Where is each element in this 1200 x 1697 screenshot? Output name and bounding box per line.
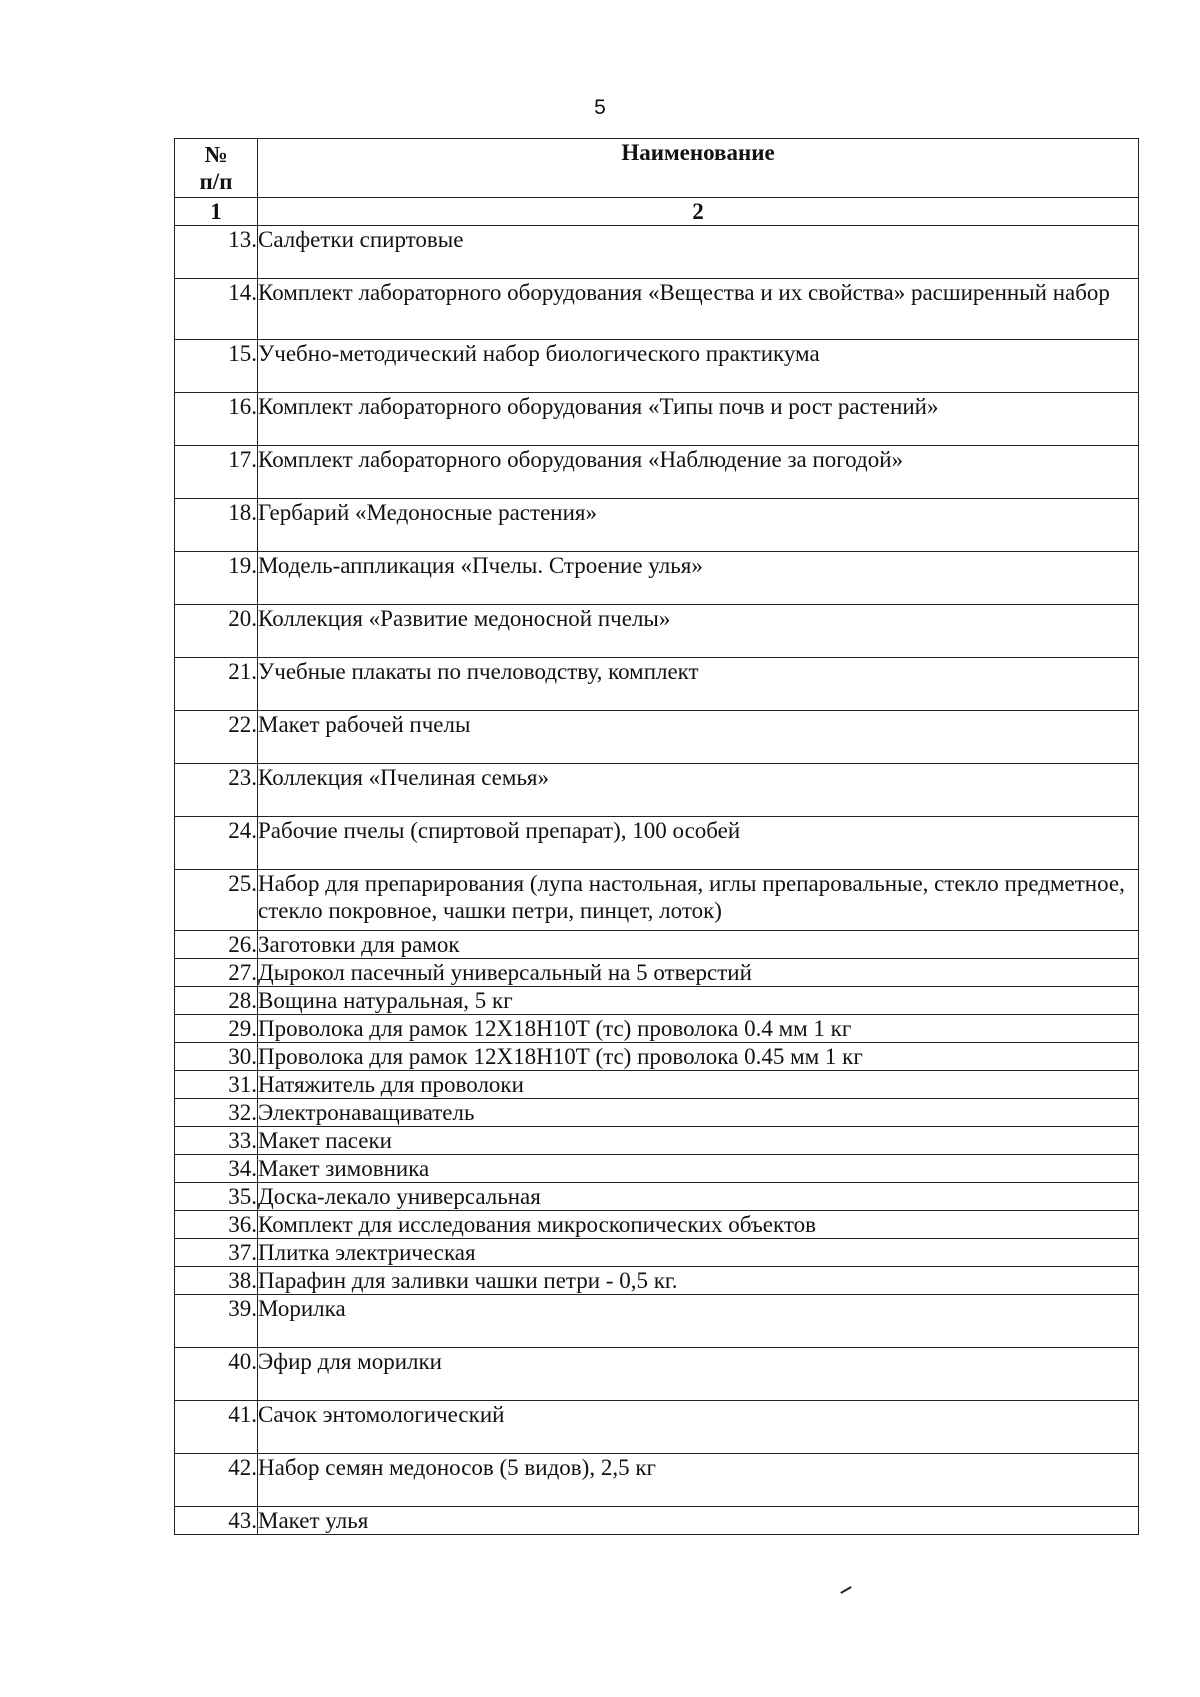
row-number-cell: 20.	[175, 605, 258, 658]
table-row	[175, 552, 1139, 605]
table-row	[175, 1015, 1139, 1043]
row-name-cell: Макет рабочей пчелы	[258, 711, 1139, 764]
row-name-cell: Заготовки для рамок	[258, 931, 1139, 959]
row-name-cell: Комплект для исследования микроскопических объектов	[258, 1211, 1139, 1239]
table-row	[175, 1127, 1139, 1155]
row-number-cell: 41.	[175, 1401, 258, 1454]
row-number-cell: 33.	[175, 1127, 258, 1155]
row-number-cell: 24.	[175, 817, 258, 870]
row-number-cell: 30.	[175, 1043, 258, 1071]
row-number-cell: 40.	[175, 1348, 258, 1401]
row-name-cell: Проволока для рамок 12Х18Н10Т (тс) проволока 0.4 мм 1 кг	[258, 1015, 1139, 1043]
row-name-cell: Рабочие пчелы (спиртовой препарат), 100 особей	[258, 817, 1139, 870]
row-number-cell: 25.	[175, 870, 258, 931]
row-number-cell: 15.	[175, 340, 258, 393]
row-name-cell: Натяжитель для проволоки	[258, 1071, 1139, 1099]
row-number-cell: 27.	[175, 959, 258, 987]
row-number-cell: 42.	[175, 1454, 258, 1507]
table-row	[175, 931, 1139, 959]
table-row	[175, 711, 1139, 764]
page-number: 5	[594, 96, 606, 119]
table-row	[175, 1099, 1139, 1127]
header-number-cell: № п/п	[175, 139, 258, 198]
table-row	[175, 987, 1139, 1015]
pen-stroke-mark	[840, 1586, 851, 1594]
row-number-cell: 35.	[175, 1183, 258, 1211]
row-name-cell: Макет зимовника	[258, 1155, 1139, 1183]
table-row	[175, 340, 1139, 393]
table-row	[175, 226, 1139, 279]
table-row	[175, 1295, 1139, 1348]
row-number-cell: 13.	[175, 226, 258, 279]
row-name-cell: Коллекция «Развитие медоносной пчелы»	[258, 605, 1139, 658]
row-name-cell: Модель-аппликация «Пчелы. Строение улья»	[258, 552, 1139, 605]
table-row	[175, 1239, 1139, 1267]
row-name-cell: Комплект лабораторного оборудования «Вещества и их свойства» расширенный набор	[258, 279, 1139, 340]
row-number-cell: 31.	[175, 1071, 258, 1099]
row-number-cell: 16.	[175, 393, 258, 446]
row-name-cell: Электронаващиватель	[258, 1099, 1139, 1127]
row-number-cell: 26.	[175, 931, 258, 959]
row-name-cell: Комплект лабораторного оборудования «Наблюдение за погодой»	[258, 446, 1139, 499]
table-header-row	[175, 139, 1139, 198]
row-name-cell: Плитка электрическая	[258, 1239, 1139, 1267]
row-name-cell: Вощина натуральная, 5 кг	[258, 987, 1139, 1015]
row-name-cell: Набор для препарирования (лупа настольная, иглы препаровальные, стекло предметное, стекло покровное, чашки петри, пинцет, лоток)	[258, 870, 1139, 931]
row-number-cell: 21.	[175, 658, 258, 711]
column-index-2: 2	[258, 198, 1139, 226]
row-number-cell: 19.	[175, 552, 258, 605]
table-row	[175, 658, 1139, 711]
table-row	[175, 1267, 1139, 1295]
row-number-cell: 17.	[175, 446, 258, 499]
row-name-cell: Коллекция «Пчелиная семья»	[258, 764, 1139, 817]
row-number-cell: 28.	[175, 987, 258, 1015]
row-name-cell: Дырокол пасечный универсальный на 5 отверстий	[258, 959, 1139, 987]
table-row	[175, 1043, 1139, 1071]
equipment-table	[174, 138, 1139, 1535]
table-row	[175, 499, 1139, 552]
table-row	[175, 764, 1139, 817]
table-row	[175, 1507, 1139, 1535]
row-number-cell: 18.	[175, 499, 258, 552]
table-row	[175, 605, 1139, 658]
row-number-cell: 34.	[175, 1155, 258, 1183]
table-row	[175, 1211, 1139, 1239]
row-name-cell: Макет пасеки	[258, 1127, 1139, 1155]
table-row	[175, 1401, 1139, 1454]
row-name-cell: Макет улья	[258, 1507, 1139, 1535]
row-number-cell: 36.	[175, 1211, 258, 1239]
row-name-cell: Парафин для заливки чашки петри - 0,5 кг.	[258, 1267, 1139, 1295]
row-name-cell: Сачок энтомологический	[258, 1401, 1139, 1454]
row-name-cell: Набор семян медоносов (5 видов), 2,5 кг	[258, 1454, 1139, 1507]
row-name-cell: Учебные плакаты по пчеловодству, комплект	[258, 658, 1139, 711]
row-name-cell: Проволока для рамок 12Х18Н10Т (тс) проволока 0.45 мм 1 кг	[258, 1043, 1139, 1071]
row-name-cell: Гербарий «Медоносные растения»	[258, 499, 1139, 552]
table-row	[175, 959, 1139, 987]
table-row	[175, 1454, 1139, 1507]
table-row	[175, 1183, 1139, 1211]
row-number-cell: 39.	[175, 1295, 258, 1348]
table-row	[175, 279, 1139, 340]
table-row	[175, 1348, 1139, 1401]
row-name-cell: Учебно-методический набор биологического практикума	[258, 340, 1139, 393]
column-index-1: 1	[175, 198, 258, 226]
table-row	[175, 817, 1139, 870]
row-number-cell: 37.	[175, 1239, 258, 1267]
row-number-cell: 23.	[175, 764, 258, 817]
table-row	[175, 870, 1139, 931]
row-number-cell: 38.	[175, 1267, 258, 1295]
row-name-cell: Эфир для морилки	[258, 1348, 1139, 1401]
row-name-cell: Салфетки спиртовые	[258, 226, 1139, 279]
row-name-cell: Морилка	[258, 1295, 1139, 1348]
header-name-cell: Наименование	[258, 139, 1139, 198]
row-name-cell: Доска-лекало универсальная	[258, 1183, 1139, 1211]
row-number-cell: 43.	[175, 1507, 258, 1535]
row-number-cell: 32.	[175, 1099, 258, 1127]
table-row	[175, 1155, 1139, 1183]
row-name-cell: Комплект лабораторного оборудования «Типы почв и рост растений»	[258, 393, 1139, 446]
table-row	[175, 1071, 1139, 1099]
row-number-cell: 22.	[175, 711, 258, 764]
table-row	[175, 446, 1139, 499]
row-number-cell: 14.	[175, 279, 258, 340]
table-row	[175, 393, 1139, 446]
row-number-cell: 29.	[175, 1015, 258, 1043]
column-index-row	[175, 198, 1139, 226]
